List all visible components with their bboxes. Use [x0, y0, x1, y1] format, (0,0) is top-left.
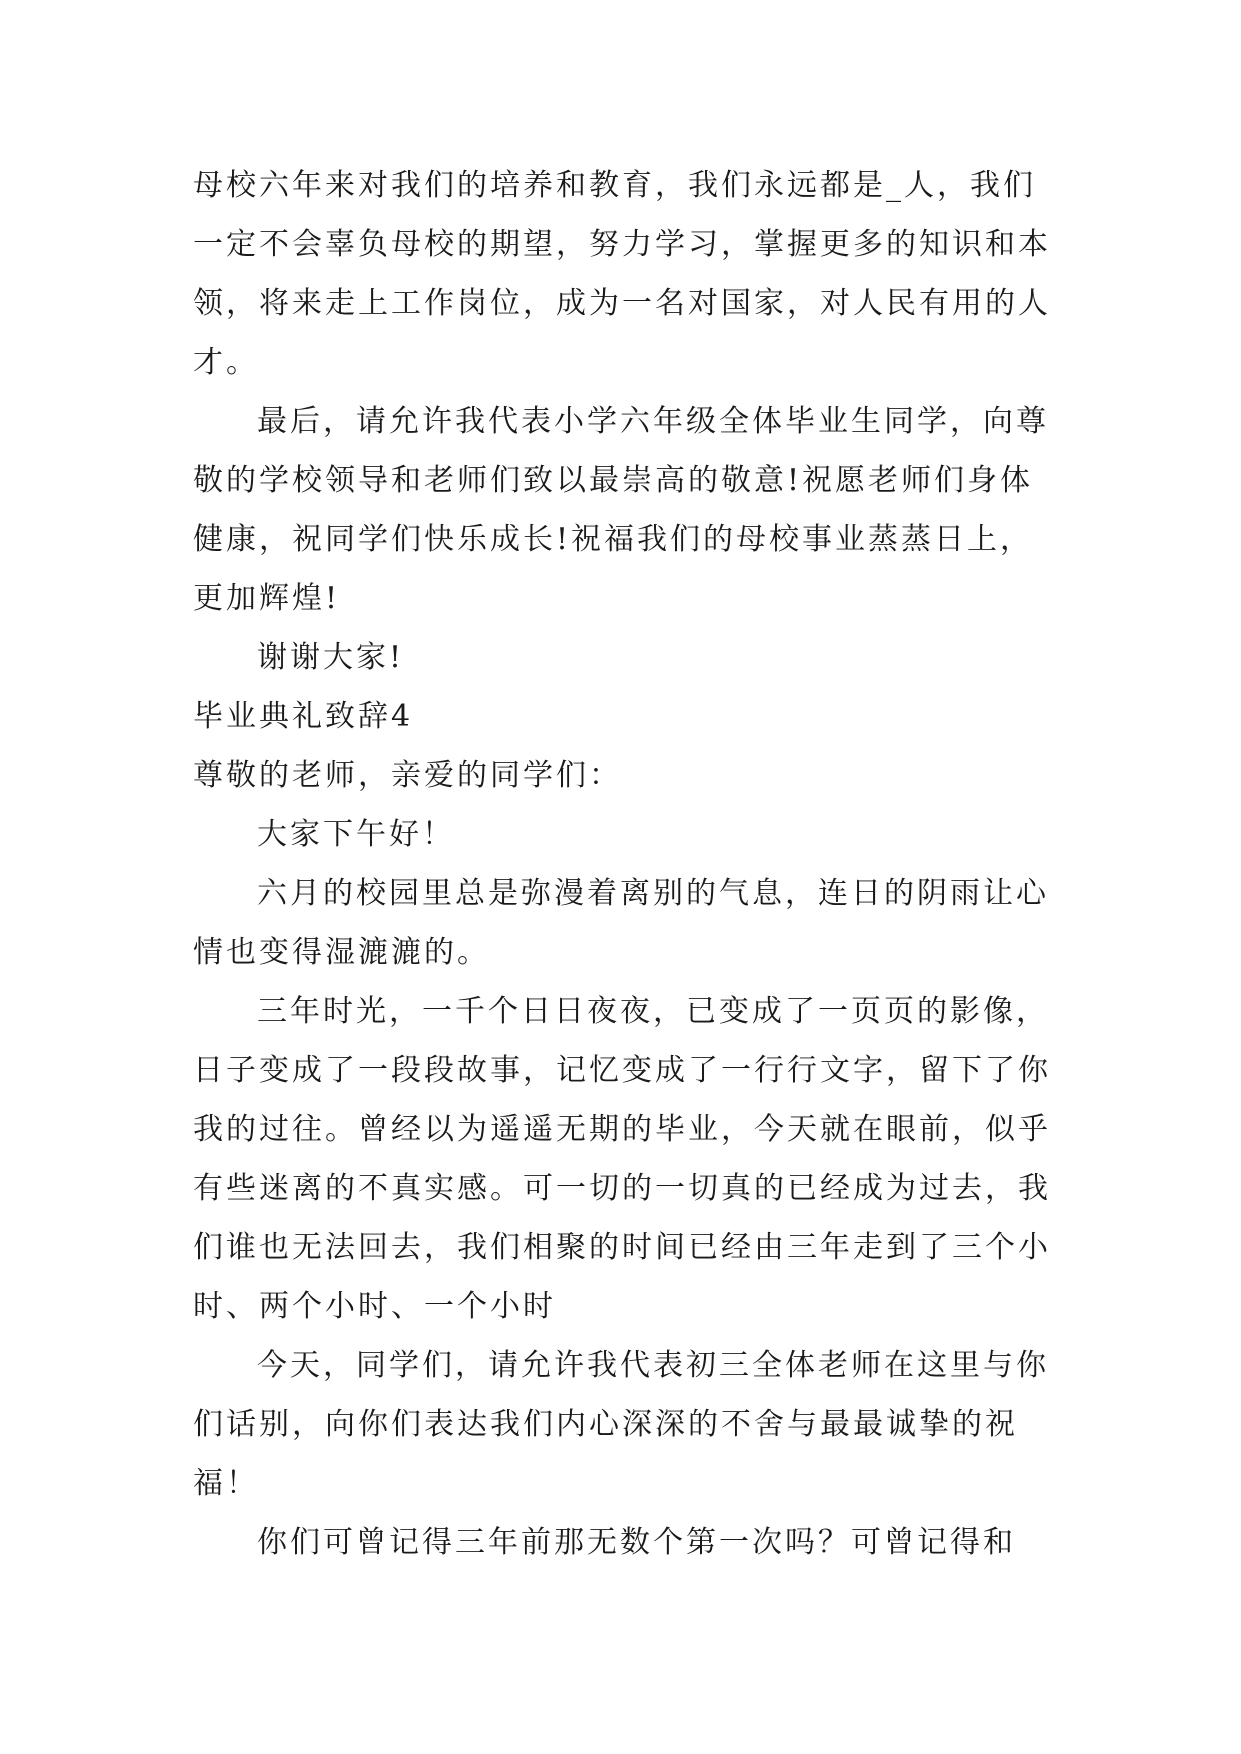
text-line: 时、两个小时、一个小时 [193, 1289, 556, 1324]
text-line: 才。 [193, 345, 259, 380]
text-line: 最后，请允许我代表小学六年级全体毕业生同学，向尊 [257, 404, 1049, 439]
text-line: 们谁也无法回去，我们相聚的时间已经由三年走到了三个小 [193, 1230, 1051, 1265]
text-line: 领，将来走上工作岗位，成为一名对国家，对人民有用的人 [193, 286, 1051, 321]
text-line: 一定不会辜负母校的期望，努力学习，掌握更多的知识和本 [193, 227, 1051, 262]
text-line: 日子变成了一段段故事，记忆变成了一行行文字，留下了你 [193, 1053, 1051, 1088]
text-line: 更加辉煌! [193, 581, 341, 616]
document-body [193, 156, 1053, 1572]
text-line: 六月的校园里总是弥漫着离别的气息，连日的阴雨让心 [257, 876, 1049, 911]
text-line: 敬的学校领导和老师们致以最崇高的敬意!祝愿老师们身体 [193, 463, 1034, 498]
text-line: 们话别，向你们表达我们内心深深的不舍与最最诚挚的祝 [193, 1407, 1018, 1442]
text-line: 母校六年来对我们的培养和教育，我们永远都是_人，我们 [193, 168, 1036, 203]
text-line: 情也变得湿漉漉的。 [193, 935, 490, 970]
salutation: 尊敬的老师，亲爱的同学们： [193, 758, 622, 793]
text-line: 今天，同学们，请允许我代表初三全体老师在这里与你 [257, 1348, 1049, 1383]
text-line: 健康，祝同学们快乐成长!祝福我们的母校事业蒸蒸日上， [193, 522, 1034, 557]
text-line: 我的过往。曾经以为遥遥无期的毕业，今天就在眼前，似乎 [193, 1112, 1051, 1147]
greeting: 大家下午好！ [257, 817, 455, 852]
text-line: 福！ [193, 1466, 259, 1501]
section-heading: 毕业典礼致辞4 [193, 699, 414, 734]
text-line: 你们可曾记得三年前那无数个第一次吗？可曾记得和 [257, 1525, 1016, 1560]
text-line: 谢谢大家! [257, 640, 405, 675]
text-line: 三年时光，一千个日日夜夜，已变成了一页页的影像， [257, 994, 1049, 1029]
text-line: 有些迷离的不真实感。可一切的一切真的已经成为过去，我 [193, 1171, 1051, 1206]
